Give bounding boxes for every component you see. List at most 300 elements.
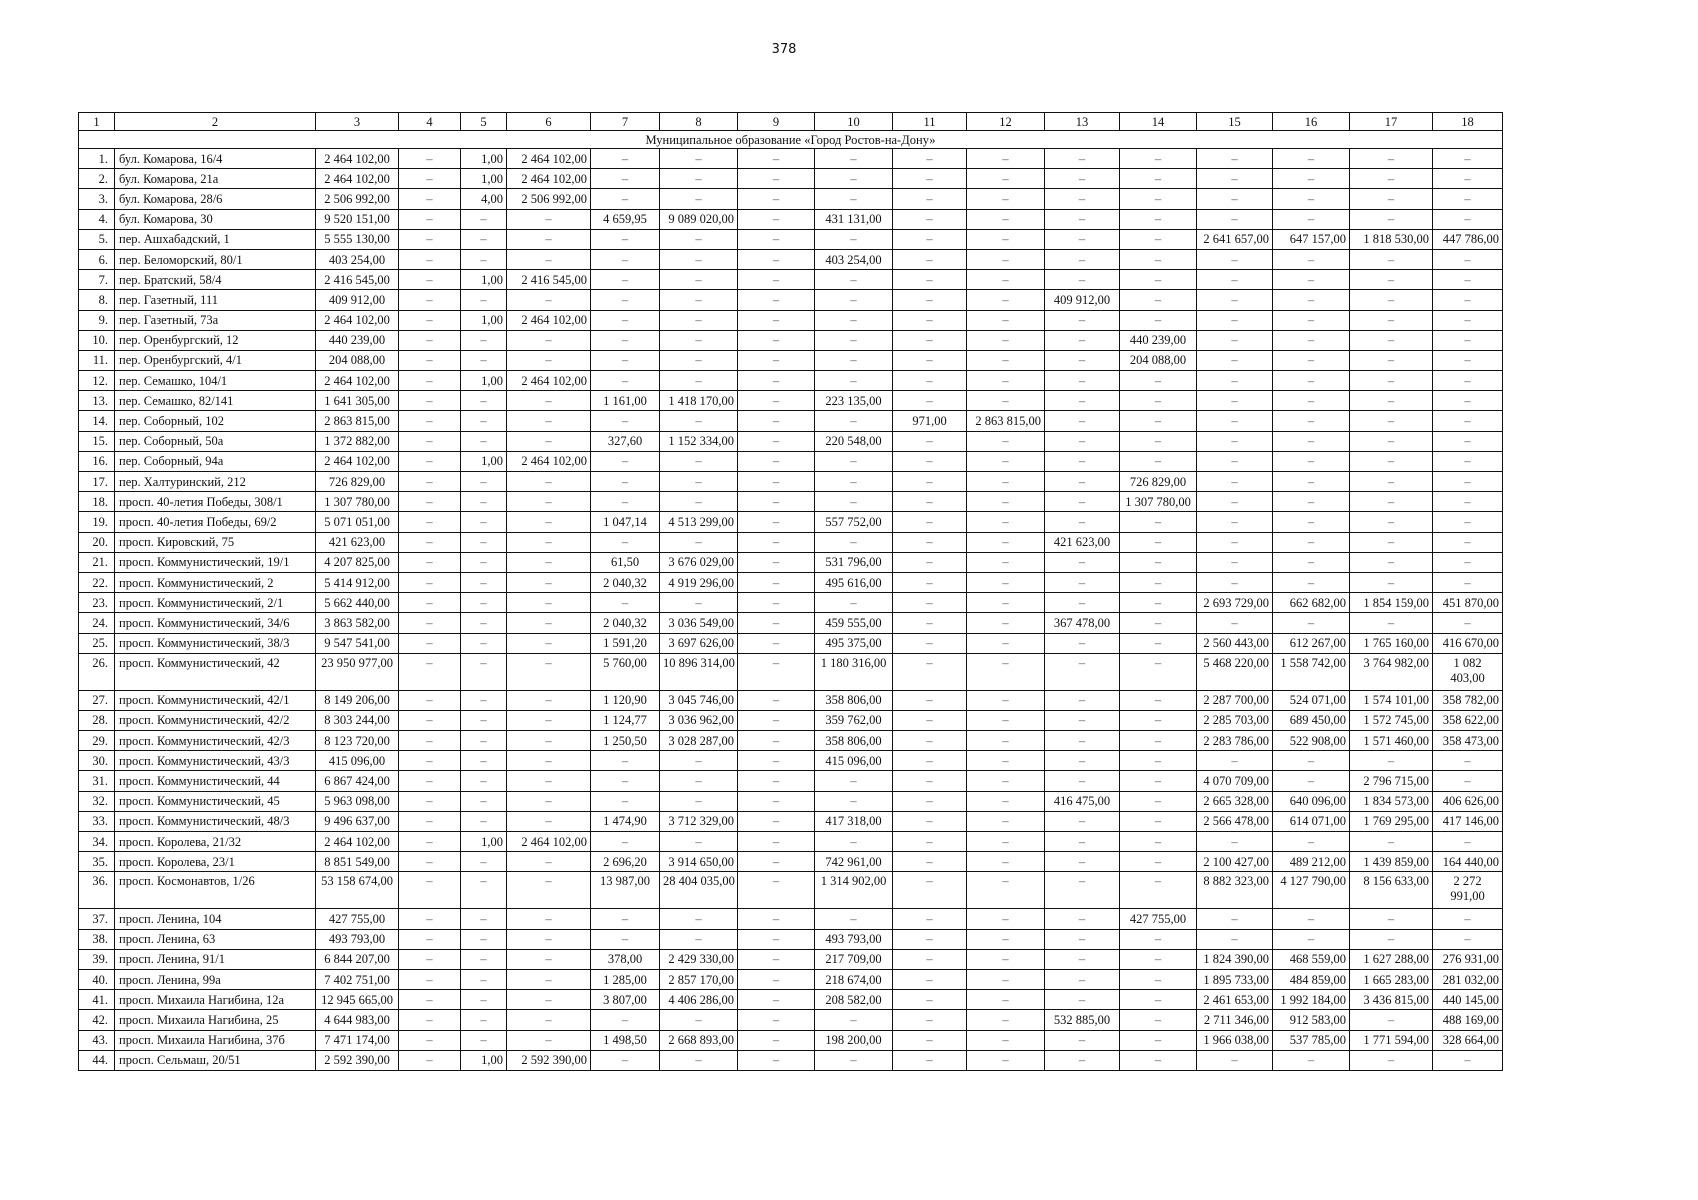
empty-value-cell: –	[1120, 949, 1197, 969]
empty-value-cell: –	[738, 751, 815, 771]
row-number-cell: 27.	[79, 690, 115, 710]
row-number-cell: 40.	[79, 969, 115, 989]
empty-value-cell: –	[461, 1030, 507, 1050]
value-cell: 2 040,32	[591, 572, 660, 592]
empty-value-cell: –	[1197, 310, 1273, 330]
value-cell: 1 641 305,00	[316, 391, 399, 411]
value-cell: 447 786,00	[1433, 229, 1503, 249]
empty-value-cell: –	[461, 572, 507, 592]
column-header: 6	[507, 113, 591, 131]
value-cell: 223 135,00	[815, 391, 893, 411]
table-row	[79, 832, 1503, 852]
empty-value-cell: –	[1350, 330, 1433, 350]
empty-value-cell: –	[1433, 310, 1503, 330]
empty-value-cell: –	[1045, 249, 1120, 269]
value-cell: 5 963 098,00	[316, 791, 399, 811]
empty-value-cell: –	[399, 909, 461, 929]
empty-value-cell: –	[815, 472, 893, 492]
empty-value-cell: –	[399, 949, 461, 969]
value-cell: 1 769 295,00	[1350, 811, 1433, 831]
empty-value-cell: –	[815, 411, 893, 431]
row-number-cell: 6.	[79, 249, 115, 269]
empty-value-cell: –	[399, 411, 461, 431]
value-cell: 1 152 334,00	[660, 431, 738, 451]
address-cell: просп. Сельмаш, 20/51	[115, 1050, 316, 1070]
value-cell: 217 709,00	[815, 949, 893, 969]
empty-value-cell: –	[967, 229, 1045, 249]
empty-value-cell: –	[1273, 371, 1350, 391]
value-cell: 367 478,00	[1045, 613, 1120, 633]
empty-value-cell: –	[507, 1030, 591, 1050]
value-cell: 1 180 316,00	[815, 653, 893, 690]
empty-value-cell: –	[967, 572, 1045, 592]
empty-value-cell: –	[1120, 811, 1197, 831]
value-cell: 537 785,00	[1273, 1030, 1350, 1050]
empty-value-cell: –	[461, 472, 507, 492]
empty-value-cell: –	[1045, 832, 1120, 852]
address-cell: пер. Братский, 58/4	[115, 270, 316, 290]
empty-value-cell: –	[1120, 290, 1197, 310]
value-cell: 204 088,00	[316, 350, 399, 370]
empty-value-cell: –	[1350, 1050, 1433, 1070]
row-number-cell: 41.	[79, 990, 115, 1010]
empty-value-cell: –	[507, 1010, 591, 1030]
empty-value-cell: –	[893, 909, 967, 929]
value-cell: 522 908,00	[1273, 731, 1350, 751]
empty-value-cell: –	[399, 1050, 461, 1070]
value-cell: 1,00	[461, 310, 507, 330]
empty-value-cell: –	[893, 929, 967, 949]
empty-value-cell: –	[967, 791, 1045, 811]
empty-value-cell: –	[1433, 290, 1503, 310]
empty-value-cell: –	[1197, 209, 1273, 229]
column-header: 8	[660, 113, 738, 131]
value-cell: 2 464 102,00	[507, 310, 591, 330]
empty-value-cell: –	[967, 310, 1045, 330]
value-cell: 2 040,32	[591, 613, 660, 633]
empty-value-cell: –	[738, 229, 815, 249]
empty-value-cell: –	[1045, 411, 1120, 431]
empty-value-cell: –	[461, 929, 507, 949]
empty-value-cell: –	[399, 633, 461, 653]
address-cell: просп. Ленина, 91/1	[115, 949, 316, 969]
row-number-cell: 28.	[79, 710, 115, 730]
empty-value-cell: –	[399, 593, 461, 613]
empty-value-cell: –	[815, 149, 893, 169]
empty-value-cell: –	[399, 731, 461, 751]
empty-value-cell: –	[1120, 411, 1197, 431]
empty-value-cell: –	[1350, 149, 1433, 169]
value-cell: 2 464 102,00	[316, 451, 399, 471]
empty-value-cell: –	[815, 169, 893, 189]
empty-value-cell: –	[893, 1010, 967, 1030]
column-header: 13	[1045, 113, 1120, 131]
empty-value-cell: –	[660, 451, 738, 471]
row-number-cell: 29.	[79, 731, 115, 751]
empty-value-cell: –	[461, 552, 507, 572]
empty-value-cell: –	[399, 552, 461, 572]
table-row	[79, 1030, 1503, 1050]
address-cell: просп. Коммунистический, 45	[115, 791, 316, 811]
empty-value-cell: –	[1045, 330, 1120, 350]
empty-value-cell: –	[967, 552, 1045, 572]
empty-value-cell: –	[1120, 751, 1197, 771]
empty-value-cell: –	[738, 552, 815, 572]
value-cell: 218 674,00	[815, 969, 893, 989]
row-number-cell: 26.	[79, 653, 115, 690]
address-cell: просп. Коммунистический, 42	[115, 653, 316, 690]
value-cell: 2 592 390,00	[507, 1050, 591, 1070]
empty-value-cell: –	[967, 270, 1045, 290]
empty-value-cell: –	[1120, 249, 1197, 269]
table-row	[79, 209, 1503, 229]
empty-value-cell: –	[1197, 512, 1273, 532]
empty-value-cell: –	[815, 290, 893, 310]
empty-value-cell: –	[1350, 832, 1433, 852]
table-row	[79, 229, 1503, 249]
value-cell: 1 627 288,00	[1350, 949, 1433, 969]
empty-value-cell: –	[1197, 1050, 1273, 1070]
empty-value-cell: –	[967, 872, 1045, 909]
value-cell: 3 036 962,00	[660, 710, 738, 730]
value-cell: 2 416 545,00	[316, 270, 399, 290]
empty-value-cell: –	[507, 653, 591, 690]
column-header: 7	[591, 113, 660, 131]
value-cell: 427 755,00	[316, 909, 399, 929]
empty-value-cell: –	[1120, 872, 1197, 909]
table-row	[79, 149, 1503, 169]
row-number-cell: 36.	[79, 872, 115, 909]
empty-value-cell: –	[461, 330, 507, 350]
table-row	[79, 532, 1503, 552]
empty-value-cell: –	[893, 811, 967, 831]
table-row	[79, 451, 1503, 471]
empty-value-cell: –	[399, 229, 461, 249]
empty-value-cell: –	[1273, 532, 1350, 552]
empty-value-cell: –	[591, 350, 660, 370]
empty-value-cell: –	[1273, 929, 1350, 949]
empty-value-cell: –	[1350, 472, 1433, 492]
empty-value-cell: –	[893, 852, 967, 872]
section-row	[79, 131, 1503, 149]
value-cell: 742 961,00	[815, 852, 893, 872]
address-cell: пер. Соборный, 50а	[115, 431, 316, 451]
empty-value-cell: –	[507, 472, 591, 492]
empty-value-cell: –	[815, 229, 893, 249]
value-cell: 1 854 159,00	[1350, 593, 1433, 613]
empty-value-cell: –	[660, 310, 738, 330]
value-cell: 7 402 751,00	[316, 969, 399, 989]
value-cell: 2 287 700,00	[1197, 690, 1273, 710]
page-number: 378	[771, 42, 797, 57]
empty-value-cell: –	[893, 350, 967, 370]
empty-value-cell: –	[967, 852, 1045, 872]
value-cell: 23 950 977,00	[316, 653, 399, 690]
value-cell: 358 622,00	[1433, 710, 1503, 730]
empty-value-cell: –	[893, 690, 967, 710]
empty-value-cell: –	[1197, 350, 1273, 370]
empty-value-cell: –	[893, 969, 967, 989]
empty-value-cell: –	[1433, 451, 1503, 471]
value-cell: 421 623,00	[316, 532, 399, 552]
empty-value-cell: –	[1045, 371, 1120, 391]
empty-value-cell: –	[893, 613, 967, 633]
empty-value-cell: –	[815, 270, 893, 290]
empty-value-cell: –	[660, 411, 738, 431]
empty-value-cell: –	[1433, 189, 1503, 209]
empty-value-cell: –	[967, 832, 1045, 852]
empty-value-cell: –	[1045, 391, 1120, 411]
value-cell: 2 506 992,00	[507, 189, 591, 209]
empty-value-cell: –	[507, 613, 591, 633]
empty-value-cell: –	[893, 791, 967, 811]
value-cell: 2 464 102,00	[316, 371, 399, 391]
column-header: 12	[967, 113, 1045, 131]
empty-value-cell: –	[893, 949, 967, 969]
empty-value-cell: –	[967, 929, 1045, 949]
value-cell: 4 644 983,00	[316, 1010, 399, 1030]
table-row	[79, 751, 1503, 771]
value-cell: 9 547 541,00	[316, 633, 399, 653]
empty-value-cell: –	[591, 330, 660, 350]
empty-value-cell: –	[507, 929, 591, 949]
empty-value-cell: –	[815, 310, 893, 330]
empty-value-cell: –	[591, 532, 660, 552]
column-header-row	[79, 113, 1503, 131]
value-cell: 1,00	[461, 270, 507, 290]
value-cell: 1 498,50	[591, 1030, 660, 1050]
value-cell: 440 145,00	[1433, 990, 1503, 1010]
empty-value-cell: –	[461, 249, 507, 269]
row-number-cell: 4.	[79, 209, 115, 229]
empty-value-cell: –	[738, 169, 815, 189]
empty-value-cell: –	[893, 169, 967, 189]
value-cell: 2 863 815,00	[316, 411, 399, 431]
empty-value-cell: –	[461, 350, 507, 370]
empty-value-cell: –	[1273, 771, 1350, 791]
value-cell: 1 161,00	[591, 391, 660, 411]
empty-value-cell: –	[1433, 149, 1503, 169]
empty-value-cell: –	[893, 552, 967, 572]
empty-value-cell: –	[1433, 929, 1503, 949]
address-cell: просп. Коммунистический, 2	[115, 572, 316, 592]
empty-value-cell: –	[591, 832, 660, 852]
row-number-cell: 35.	[79, 852, 115, 872]
value-cell: 3 028 287,00	[660, 731, 738, 751]
empty-value-cell: –	[1197, 472, 1273, 492]
value-cell: 358 806,00	[815, 690, 893, 710]
value-cell: 1 047,14	[591, 512, 660, 532]
empty-value-cell: –	[507, 411, 591, 431]
empty-value-cell: –	[738, 451, 815, 471]
empty-value-cell: –	[1120, 1010, 1197, 1030]
empty-value-cell: –	[399, 512, 461, 532]
empty-value-cell: –	[591, 472, 660, 492]
empty-value-cell: –	[507, 532, 591, 552]
empty-value-cell: –	[1120, 229, 1197, 249]
empty-value-cell: –	[738, 872, 815, 909]
value-cell: 2 464 102,00	[507, 371, 591, 391]
value-cell: 726 829,00	[1120, 472, 1197, 492]
table-row	[79, 811, 1503, 831]
empty-value-cell: –	[507, 350, 591, 370]
empty-value-cell: –	[815, 330, 893, 350]
empty-value-cell: –	[461, 710, 507, 730]
empty-value-cell: –	[1120, 1050, 1197, 1070]
empty-value-cell: –	[967, 1050, 1045, 1070]
empty-value-cell: –	[1120, 832, 1197, 852]
empty-value-cell: –	[893, 371, 967, 391]
empty-value-cell: –	[591, 229, 660, 249]
empty-value-cell: –	[1433, 472, 1503, 492]
value-cell: 1 574 101,00	[1350, 690, 1433, 710]
value-cell: 8 149 206,00	[316, 690, 399, 710]
value-cell: 1 895 733,00	[1197, 969, 1273, 989]
empty-value-cell: –	[893, 149, 967, 169]
empty-value-cell: –	[1350, 532, 1433, 552]
empty-value-cell: –	[399, 249, 461, 269]
empty-value-cell: –	[461, 949, 507, 969]
empty-value-cell: –	[893, 572, 967, 592]
empty-value-cell: –	[1350, 909, 1433, 929]
value-cell: 531 796,00	[815, 552, 893, 572]
value-cell: 1 966 038,00	[1197, 1030, 1273, 1050]
empty-value-cell: –	[893, 492, 967, 512]
value-cell: 440 239,00	[1120, 330, 1197, 350]
empty-value-cell: –	[815, 1050, 893, 1070]
empty-value-cell: –	[1350, 451, 1433, 471]
empty-value-cell: –	[967, 209, 1045, 229]
address-cell: просп. Коммунистический, 42/1	[115, 690, 316, 710]
address-cell: просп. Коммунистический, 19/1	[115, 552, 316, 572]
empty-value-cell: –	[815, 593, 893, 613]
value-cell: 3 436 815,00	[1350, 990, 1433, 1010]
empty-value-cell: –	[1045, 633, 1120, 653]
empty-value-cell: –	[893, 270, 967, 290]
empty-value-cell: –	[507, 771, 591, 791]
value-cell: 12 945 665,00	[316, 990, 399, 1010]
value-cell: 2 283 786,00	[1197, 731, 1273, 751]
empty-value-cell: –	[660, 1050, 738, 1070]
value-cell: 1,00	[461, 832, 507, 852]
row-number-cell: 22.	[79, 572, 115, 592]
address-cell: просп. Королева, 23/1	[115, 852, 316, 872]
empty-value-cell: –	[660, 532, 738, 552]
empty-value-cell: –	[1433, 832, 1503, 852]
empty-value-cell: –	[893, 512, 967, 532]
empty-value-cell: –	[893, 751, 967, 771]
value-cell: 1 124,77	[591, 710, 660, 730]
value-cell: 1 834 573,00	[1350, 791, 1433, 811]
empty-value-cell: –	[507, 330, 591, 350]
empty-value-cell: –	[1045, 189, 1120, 209]
value-cell: 409 912,00	[316, 290, 399, 310]
row-number-cell: 25.	[79, 633, 115, 653]
value-cell: 1 571 460,00	[1350, 731, 1433, 751]
empty-value-cell: –	[461, 990, 507, 1010]
row-number-cell: 21.	[79, 552, 115, 572]
empty-value-cell: –	[1120, 929, 1197, 949]
empty-value-cell: –	[507, 969, 591, 989]
value-cell: 1 824 390,00	[1197, 949, 1273, 969]
empty-value-cell: –	[507, 209, 591, 229]
empty-value-cell: –	[1197, 149, 1273, 169]
address-cell: просп. Королева, 21/32	[115, 832, 316, 852]
empty-value-cell: –	[507, 512, 591, 532]
table-row	[79, 189, 1503, 209]
column-header: 4	[399, 113, 461, 131]
empty-value-cell: –	[1350, 552, 1433, 572]
empty-value-cell: –	[591, 751, 660, 771]
row-number-cell: 1.	[79, 149, 115, 169]
value-cell: 2 665 328,00	[1197, 791, 1273, 811]
empty-value-cell: –	[591, 189, 660, 209]
address-cell: пер. Оренбургский, 12	[115, 330, 316, 350]
address-cell: просп. Коммунистический, 38/3	[115, 633, 316, 653]
row-number-cell: 15.	[79, 431, 115, 451]
empty-value-cell: –	[461, 613, 507, 633]
value-cell: 2 464 102,00	[507, 149, 591, 169]
empty-value-cell: –	[893, 593, 967, 613]
value-cell: 8 851 549,00	[316, 852, 399, 872]
empty-value-cell: –	[815, 492, 893, 512]
column-header: 17	[1350, 113, 1433, 131]
empty-value-cell: –	[1045, 731, 1120, 751]
empty-value-cell: –	[1273, 189, 1350, 209]
empty-value-cell: –	[1197, 169, 1273, 189]
row-number-cell: 33.	[79, 811, 115, 831]
empty-value-cell: –	[1045, 710, 1120, 730]
address-cell: пер. Соборный, 94а	[115, 451, 316, 471]
empty-value-cell: –	[399, 653, 461, 690]
value-cell: 8 303 244,00	[316, 710, 399, 730]
empty-value-cell: –	[1045, 270, 1120, 290]
value-cell: 4 207 825,00	[316, 552, 399, 572]
row-number-cell: 37.	[79, 909, 115, 929]
address-cell: пер. Семашко, 104/1	[115, 371, 316, 391]
empty-value-cell: –	[967, 532, 1045, 552]
empty-value-cell: –	[738, 653, 815, 690]
address-cell: бул. Комарова, 28/6	[115, 189, 316, 209]
empty-value-cell: –	[591, 1010, 660, 1030]
value-cell: 164 440,00	[1433, 852, 1503, 872]
empty-value-cell: –	[461, 791, 507, 811]
empty-value-cell: –	[507, 572, 591, 592]
value-cell: 1 665 283,00	[1350, 969, 1433, 989]
address-cell: просп. Ленина, 104	[115, 909, 316, 929]
empty-value-cell: –	[660, 791, 738, 811]
empty-value-cell: –	[399, 169, 461, 189]
row-number-cell: 11.	[79, 350, 115, 370]
empty-value-cell: –	[893, 710, 967, 730]
empty-value-cell: –	[399, 751, 461, 771]
empty-value-cell: –	[738, 1010, 815, 1030]
table-row	[79, 613, 1503, 633]
empty-value-cell: –	[507, 852, 591, 872]
value-cell: 971,00	[893, 411, 967, 431]
empty-value-cell: –	[399, 811, 461, 831]
empty-value-cell: –	[507, 552, 591, 572]
value-cell: 2 560 443,00	[1197, 633, 1273, 653]
empty-value-cell: –	[507, 949, 591, 969]
empty-value-cell: –	[1350, 290, 1433, 310]
row-number-cell: 32.	[79, 791, 115, 811]
table-row	[79, 771, 1503, 791]
value-cell: 2 464 102,00	[316, 310, 399, 330]
empty-value-cell: –	[1433, 431, 1503, 451]
value-cell: 6 867 424,00	[316, 771, 399, 791]
value-cell: 406 626,00	[1433, 791, 1503, 811]
